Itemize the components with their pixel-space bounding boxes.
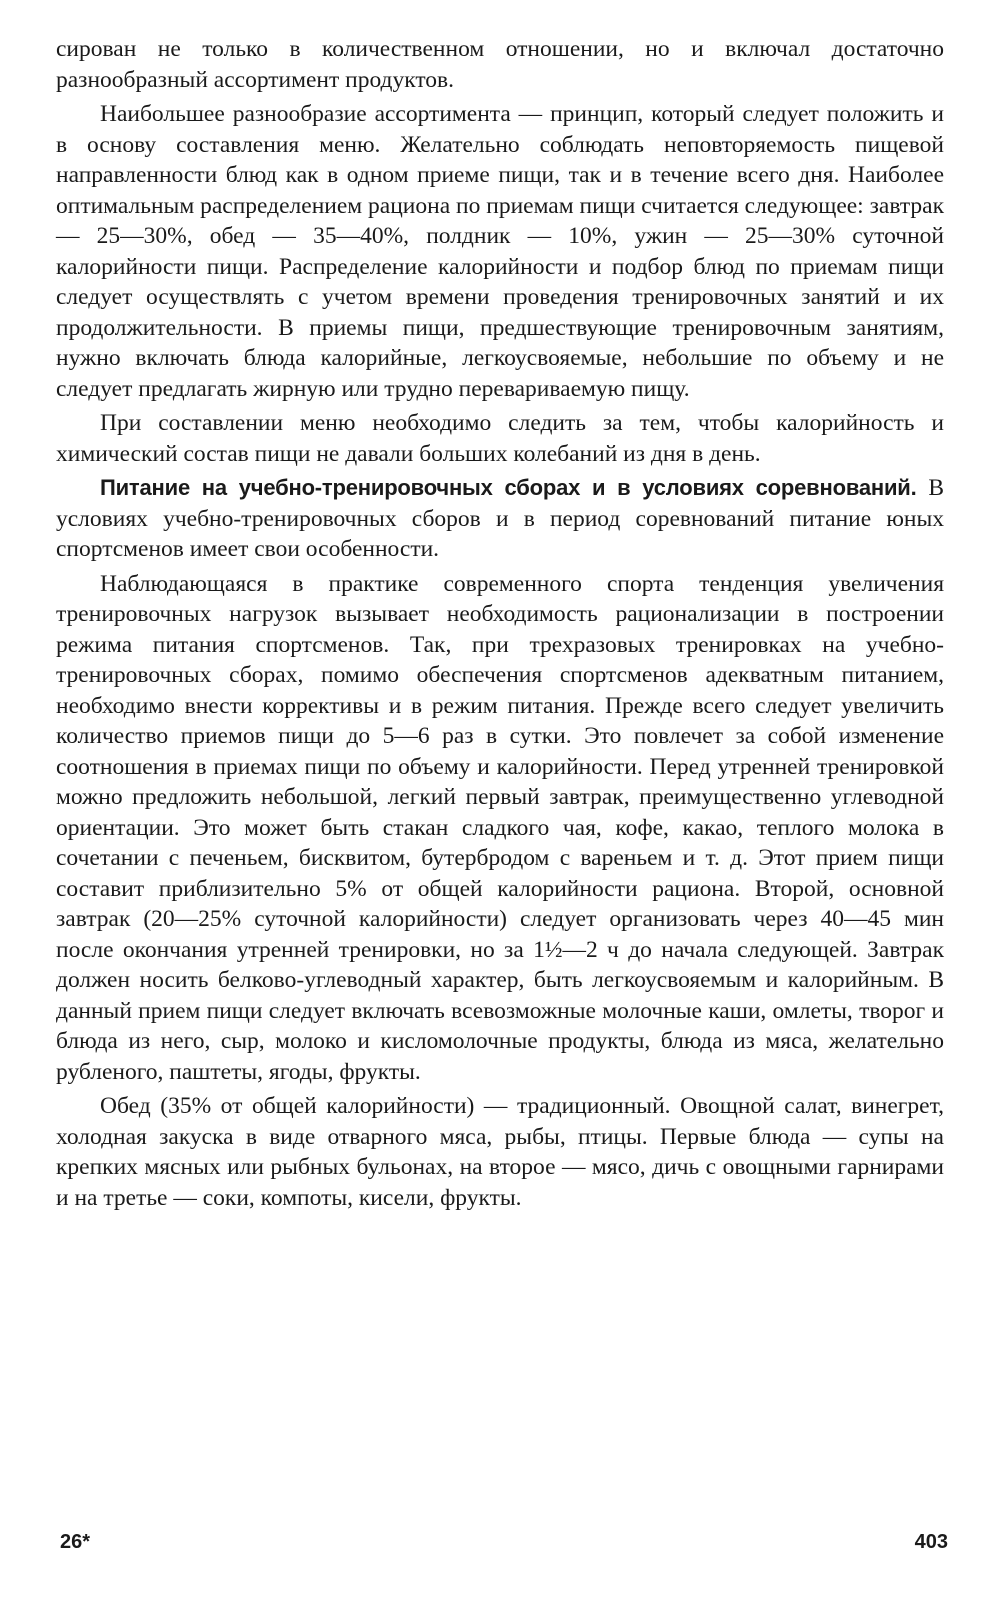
- paragraph-3-text: При составлении меню необходимо следить за тем, чтобы калорийность и химический состав пищи не давали больших колебаний из дня в день.: [56, 410, 944, 467]
- paragraph-2-text: Наибольшее разнообразие ассортимента — принцип, который следует положить и в основу составления меню. Желательно соблюдать неповторяемость пищевой направленности блюд как в одном приеме пищи, так и в течение всего дня. Наиболее оптимальным распределением рациона по приемам пищи считается следующее: завтрак — 25—30%, обед — 35—40%, полдник — 10%, ужин — 25—30% суточной калорийности пищи. Распределение калорийности и подбор блюд по приемам пищи следует осуществлять с учетом времени проведения тренировочных занятий и их продолжительности. В приемы пищи, предшествующие тренировочным занятиям, нужно включать блюда калорийные, легкоусвояемые, небольшие по объему и не следует предлагать жирную или трудно перевариваемую пищу.: [56, 101, 944, 402]
- book-page: [56, 34, 948, 1564]
- paragraph-3: [56, 408, 944, 469]
- paragraph-5: [56, 569, 944, 1088]
- paragraph-5-text: Наблюдающаяся в практике современного спорта тенденция увеличения тренировочных нагрузок вызывает необходимость рационализации в построении режима питания спортсменов. Так, при трехразовых тренировках на учебно-тренировочных сборах, помимо обеспечения спортсменов адекватным питанием, необходимо внести коррективы и в режим питания. Прежде всего следует увеличить количество приемов пищи до 5—6 раз в сутки. Это повлечет за собой изменение соотношения в приемах пищи по объему и калорийности. Перед утренней тренировкой можно предложить небольшой, легкий первый завтрак, преимущественно углеводной ориентации. Это может быть стакан сладкого чая, кофе, какао, теплого молока в сочетании с печеньем, бисквитом, бутербродом с вареньем и т. д. Этот прием пищи составит приблизительно 5% от общей калорийности рациона. Второй, основной завтрак (20—25% суточной калорийности) следует организовать через 40—45 мин после окончания утренней тренировки, но за 1½—2 ч до начала следующей. Завтрак должен носить белково-углеводный характер, быть легкоусвояемым и калорийным. В данный прием пищи следует включать всевозможные молочные каши, омлеты, творог и блюда из него, сыр, молоко и кисломолочные продукты, блюда из мяса, желательно рубленого, паштеты, ягоды, фрукты.: [56, 570, 944, 1085]
- paragraph-1: [56, 34, 944, 95]
- paragraph-1-text: сирован не только в количественном отношении, но и включал достаточно разнообразный ассортимент продуктов.: [56, 36, 944, 93]
- page-footer: [56, 1527, 948, 1557]
- paragraph-4-text: В условиях учебно-тренировочных сборов и в период соревнований питание юных спортсменов имеет свои особенности.: [56, 475, 944, 562]
- paragraph-2: [56, 99, 944, 404]
- section-heading: Питание на учебно-тренировочных сборах и в условиях соревнований.: [100, 475, 917, 500]
- paragraph-6-text: Обед (35% от общей калорийности) — традиционный. Овощной салат, винегрет, холодная закуска в виде отварного мяса, рыбы, птицы. Первые блюда — супы на крепких мясных или рыбных бульонах, на второе — мясо, дичь с овощными гарнирами и на третье — соки, компоты, кисели, фрукты.: [56, 1093, 944, 1211]
- paragraph-4: [56, 473, 944, 565]
- page-number: 403: [914, 1531, 948, 1553]
- printer-signature: 26*: [60, 1531, 91, 1553]
- paragraph-6: [56, 1091, 944, 1213]
